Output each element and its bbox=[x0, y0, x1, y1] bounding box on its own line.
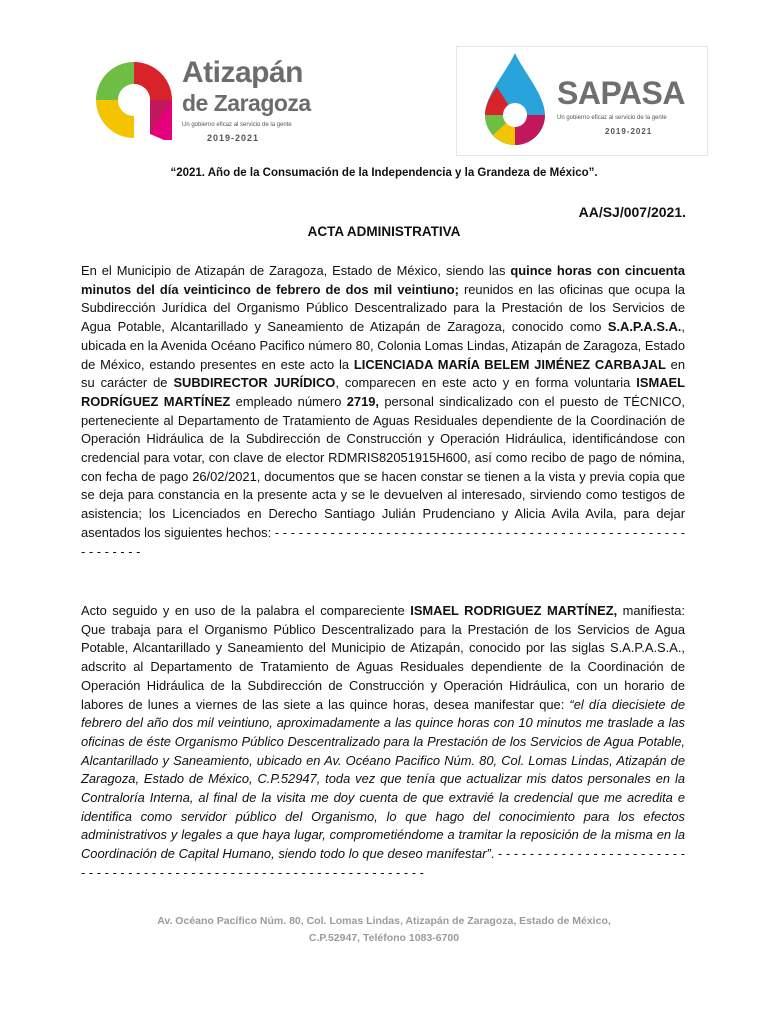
footer-line1: Av. Océano Pacífico Núm. 80, Col. Lomas Lindas, Atizapán de Zaragoza, Estado de México, bbox=[157, 915, 611, 927]
text-run: En el Municipio de Atizapán de Zaragoza, Estado de México, siendo las bbox=[81, 263, 511, 278]
sapasa-years: 2019-2021 bbox=[605, 127, 653, 136]
document-title: ACTA ADMINISTRATIVA bbox=[307, 224, 461, 239]
footer-address bbox=[0, 913, 768, 946]
footer-line2: C.P.52947, Teléfono 1083-6700 bbox=[308, 931, 460, 944]
paragraph-opening bbox=[81, 262, 685, 561]
official-motto: “2021. Año de la Consumación de la Independencia y la Grandeza de México”. bbox=[170, 167, 598, 179]
text-run: . - - - - - - - - - - - - - - - - - - - - - - - - - - - - - - - - - - - - - - - - - - - - - - - - - - - - - - - - - - - - - - - - - - - - bbox=[81, 846, 686, 880]
logo-title-line1: Atizapán bbox=[182, 56, 304, 89]
text-run: manifiesta: Que trabaja para el Organismo Público Descentralizado para la Prestación de los Servicios de Agua Potable, Alcantarillado y Saneamiento del Municipio de Atizapán, conocido por las siglas S.A.P.A.S.A., adscrito al Departamento de Tratamiento de Aguas Residuales dependiente de la Coordinación de Operación Hidráulica de la Subdirección de Construcción y Operación Hidráulica, con un horario de labores de lunes a viernes de las siete a las quince horas, desea manifestar que: bbox=[81, 603, 685, 712]
text-run: personal sindicalizado con el puesto de TÉCNICO, perteneciente al Departamento de Tratamiento de Aguas Residuales dependiente de la Coordinación de Operación Hidráulica de la Subdirección de Construcción y Operación Hidráulica, identificándose con credencial para votar, con clave de elector RDMRIS82051915H600, así como recibo de pago de nómina, con fecha de pago 26/02/2021, documentos que se hacen constar se tienen a la vista y previa copia que se deja para constancia en la presente acta y se le devuelven al interesado, sirviendo como testigos de asistencia; los Licenciados en Derecho Santiago Julián Prudenciano y Alicia Avila Avila, para dejar asentados los siguientes hechos: - - - - - - - - - - - - - - - - - - - - - - - - - - - - - - - - - - - - - - - - - - - - - - - - - - - - - - - - - - - - bbox=[81, 393, 685, 559]
paragraph-declaration bbox=[81, 602, 685, 883]
sapasa-tagline: Un gobierno eficaz al servicio de la gente bbox=[557, 115, 667, 121]
italic-quote: “el día diecisiete de febrero del año dos mil veintiuno, aproximadamente a las quince horas con 10 minutos me traslade a las oficinas de éste Organismo Público Descentralizado para la Prestación de los Servicios de Agua Potable, Alcantarillado y Saneamiento, ubicado en Av. Océano Pacifico Núm. 80, Col. Lomas Lindas, Atizapán de Zaragoza, Estado de México, C.P.52947, toda vez que tenía que actualizar mis datos personales en la Contraloría Interna, al final de la visita me doy cuenta de que extravié la credencial que me acredita e identifica como servidor público del Organismo, lo que hago del conocimiento para los efectos administrativos y legales a que haya lugar, comprometiéndome a tramitar la reposición de la misma en la Coordinación de Capital Humano, siendo todo lo que deseo manifestar” bbox=[81, 696, 685, 862]
text-run: empleado número bbox=[230, 393, 347, 409]
bold-run-sapasa: S.A.P.A.S.A. bbox=[607, 319, 682, 335]
document-folio: AA/SJ/007/2021. bbox=[578, 204, 686, 220]
atizapan-logo bbox=[92, 52, 332, 152]
text-run: , ubicada en la Avenida Océano Pacifico número 80, Colonia Lomas Lindas, Atizapán de Zaragoza, Estado de México, estando presentes en este acto la bbox=[81, 319, 685, 372]
text-run: reunidos en las oficinas que ocupa la Subdirección Jurídica del Organismo Público Descentralizado para la Prestación de los Servicios de Agua Potable, Alcantarillado y Saneamiento de Atizapán de Zaragoza, conocido como bbox=[81, 281, 685, 335]
bold-run-time: quince horas con cincuenta minutos del día veinticinco de febrero de dos mil veintiuno; bbox=[81, 263, 685, 297]
logo-tagline: Un gobierno eficaz al servicio de la gente bbox=[182, 122, 292, 128]
logo-title-line2: de Zaragoza bbox=[182, 90, 311, 116]
bold-run-compareciente: ISMAEL RODRIGUEZ MARTÍNEZ, bbox=[410, 603, 618, 618]
sapasa-logo bbox=[456, 46, 708, 156]
logo-years: 2019-2021 bbox=[207, 133, 260, 143]
bold-run-numero: 2719, bbox=[346, 393, 379, 409]
bold-run-empleado: ISMAEL RODRÍGUEZ MARTÍNEZ bbox=[81, 375, 685, 409]
sapasa-drop-icon bbox=[477, 51, 553, 151]
text-run: , comparecen en este acto y en forma voluntaria bbox=[335, 375, 637, 391]
atizapan-emblem-icon bbox=[92, 58, 176, 142]
sapasa-title: SAPASA bbox=[557, 75, 685, 111]
bold-run-licenciada: LICENCIADA MARÍA BELEM JIMÉNEZ CARBAJAL bbox=[353, 356, 666, 372]
text-run: Acto seguido y en uso de la palabra el compareciente bbox=[81, 603, 411, 618]
bold-run-cargo: SUBDIRECTOR JURÍDICO bbox=[173, 375, 336, 391]
text-run: en su carácter de bbox=[81, 356, 685, 391]
